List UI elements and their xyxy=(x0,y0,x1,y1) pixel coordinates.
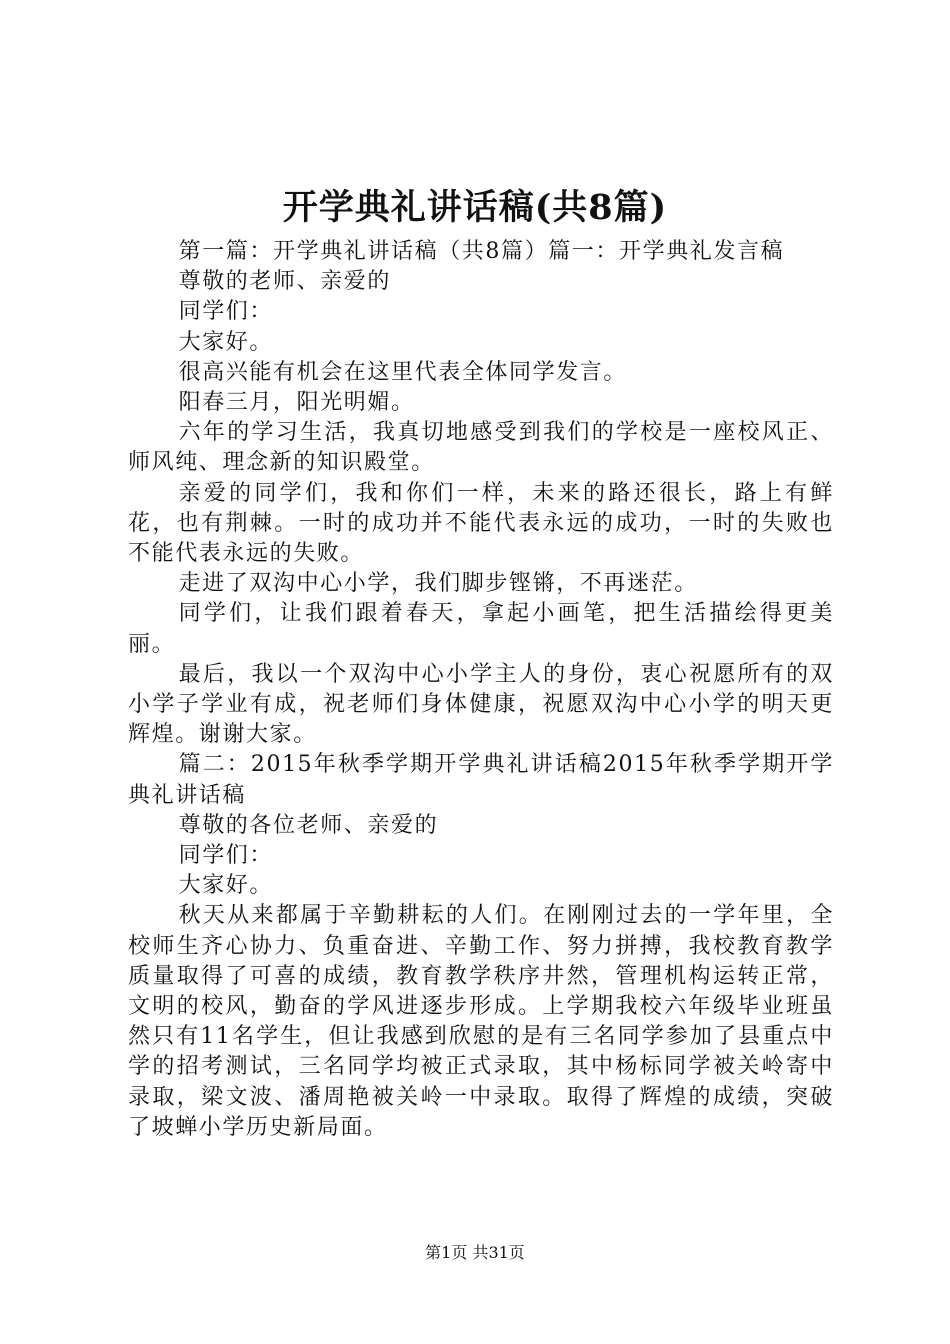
paragraph: 大家好。 xyxy=(178,329,273,355)
paragraph: 尊敬的老师、亲爱的 xyxy=(178,269,391,295)
paragraph: 同学们，让我们跟着春天，拿起小画笔，把生活描绘得更美丽。 xyxy=(128,601,834,657)
paragraph: 尊敬的各位老师、亲爱的 xyxy=(178,812,439,838)
document-title: 开学典礼讲话稿(共8篇) xyxy=(282,187,668,228)
paragraph: 秋天从来都属于辛勤耕耘的人们。在刚刚过去的一学年里，全校师生齐心协力、负重奋进、辛勤工作、努力拼搏，我校教育教学质量取得了可喜的成绩，教育教学秩序井然，管理机构运转正常，文明的校风，勤奋的学风进逐步形成。上学期我校六年级毕业班虽然只有11名学生，但让我感到欣慰的是有三名同学参加了县重点中学的招考测试，三名同学均被正式录取，其中杨标同学被关岭寄中录取，梁文波、潘周艳被关岭一中录取。取得了辉煌的成绩，突破了坡蝉小学历史新局面。 xyxy=(128,903,834,1140)
paragraph: 六年的学习生活，我真切地感受到我们的学校是一座校风正、师风纯、理念新的知识殿堂。 xyxy=(128,420,834,476)
paragraph: 走进了双沟中心小学，我们脚步铿锵，不再迷茫。 xyxy=(178,571,698,597)
document-body xyxy=(128,237,834,1143)
paragraph: 亲爱的同学们，我和你们一样，未来的路还很长，路上有鲜花，也有荆棘。一时的成功并不能代表永远的成功，一时的失败也不能代表永远的失败。 xyxy=(128,480,834,567)
paragraph: 大家好。 xyxy=(178,873,273,899)
paragraph: 最后，我以一个双沟中心小学主人的身份，衷心祝愿所有的双小学子学业有成，祝老师们身体健康，祝愿双沟中心小学的明天更辉煌。谢谢大家。 xyxy=(128,661,834,748)
paragraph: 篇二：2015年秋季学期开学典礼讲话稿2015年秋季学期开学典礼讲话稿 xyxy=(128,752,834,808)
paragraph: 同学们： xyxy=(178,843,273,869)
page-footer: 第1页 共31页 xyxy=(425,1243,525,1262)
paragraph: 第一篇：开学典礼讲话稿（共8篇）篇一：开学典礼发言稿 xyxy=(178,239,785,264)
paragraph: 很高兴能有机会在这里代表全体同学发言。 xyxy=(178,359,627,385)
paragraph: 同学们： xyxy=(178,299,273,325)
paragraph: 阳春三月，阳光明媚。 xyxy=(178,390,415,416)
